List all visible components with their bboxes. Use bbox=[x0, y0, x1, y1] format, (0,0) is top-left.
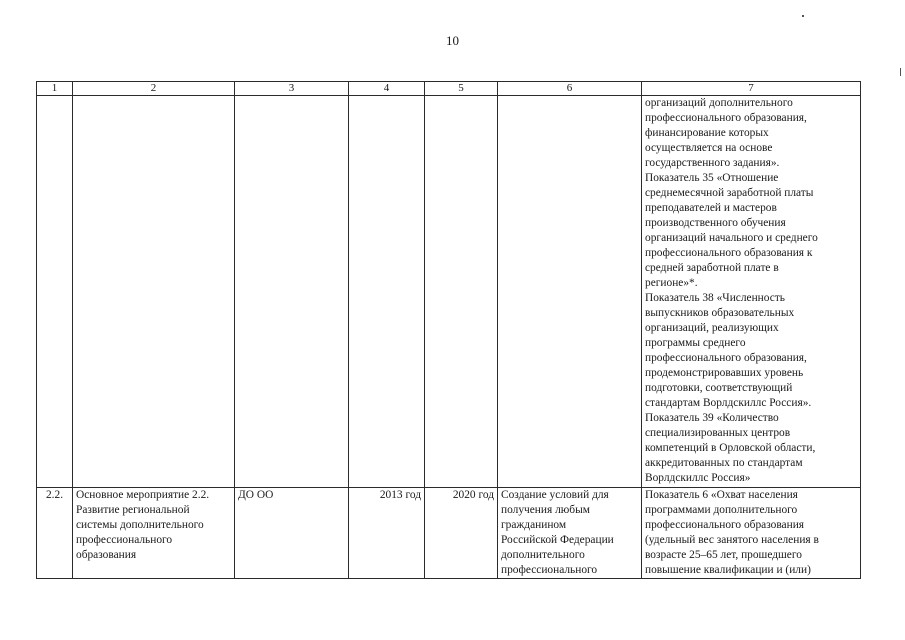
indicators-continued bbox=[642, 96, 861, 488]
measure-expected-result bbox=[498, 488, 642, 579]
text-line: Ворлдскиллс Россия» bbox=[645, 472, 751, 484]
text-line: среднемесячной заработной платы bbox=[645, 187, 814, 199]
text-line: профессионального образования bbox=[645, 519, 805, 531]
text-line: государственного задания». bbox=[645, 157, 780, 169]
text-line: профессионального образования к bbox=[645, 247, 813, 259]
measure-name bbox=[73, 488, 235, 579]
text-line: образования bbox=[76, 549, 137, 561]
cell-empty bbox=[498, 96, 642, 488]
text-line: системы дополнительного bbox=[76, 519, 204, 531]
text-line: выпускников образовательных bbox=[645, 307, 795, 319]
header-col-2: 2 bbox=[73, 82, 235, 96]
text-line: организаций дополнительного bbox=[645, 97, 793, 109]
text-line: получения любым bbox=[501, 504, 590, 516]
text-line: профессионального образования, bbox=[645, 352, 807, 364]
text-line: гражданином bbox=[501, 519, 567, 531]
measure-executor: ДО ОО bbox=[235, 488, 349, 579]
text-line: возрасте 25–65 лет, прошедшего bbox=[645, 549, 802, 561]
text-line: организаций начального и среднего bbox=[645, 232, 818, 244]
text-line: средней заработной плате в bbox=[645, 262, 779, 274]
header-col-4: 4 bbox=[349, 82, 425, 96]
column-number-row bbox=[37, 82, 861, 96]
scan-mark bbox=[900, 68, 901, 76]
header-col-6: 6 bbox=[498, 82, 642, 96]
text-line: Российской Федерации bbox=[501, 534, 614, 546]
text-line: (удельный вес занятого населения в bbox=[645, 534, 819, 546]
text-line: Основное мероприятие 2.2. bbox=[76, 489, 210, 501]
text-line: продемонстрировавших уровень bbox=[645, 367, 804, 379]
text-line: осуществляется на основе bbox=[645, 142, 773, 154]
text-line: Развитие региональной bbox=[76, 504, 190, 516]
text-line: Показатель 38 «Численность bbox=[645, 292, 785, 304]
text-line: профессионального bbox=[76, 534, 173, 546]
measure-end-year: 2020 год bbox=[425, 488, 498, 579]
text-line: Показатель 6 «Охват населения bbox=[645, 489, 798, 501]
text-line: регионе»*. bbox=[645, 277, 698, 289]
text-line: Показатель 39 «Количество bbox=[645, 412, 779, 424]
cell-empty bbox=[235, 96, 349, 488]
cell-empty bbox=[349, 96, 425, 488]
page-number: 10 bbox=[446, 33, 459, 48]
header-col-7: 7 bbox=[642, 82, 861, 96]
text-line: организаций, реализующих bbox=[645, 322, 779, 334]
header-col-3: 3 bbox=[235, 82, 349, 96]
text-line: повышение квалификации и (или) bbox=[645, 564, 811, 576]
cell-empty bbox=[425, 96, 498, 488]
text-line: профессионального bbox=[501, 564, 598, 576]
cell-empty bbox=[37, 96, 73, 488]
text-line: компетенций в Орловской области, bbox=[645, 442, 816, 454]
text-line: дополнительного bbox=[501, 549, 585, 561]
text-line: аккредитованных по стандартам bbox=[645, 457, 803, 469]
text-line: программами дополнительного bbox=[645, 504, 798, 516]
text-line: производственного обучения bbox=[645, 217, 786, 229]
text-line: подготовки, соответствующий bbox=[645, 382, 793, 394]
measure-row-2-2 bbox=[37, 488, 861, 579]
measure-start-year: 2013 год bbox=[349, 488, 425, 579]
measures-table bbox=[36, 81, 861, 579]
text-line: преподавателей и мастеров bbox=[645, 202, 777, 214]
text-line: специализированных центров bbox=[645, 427, 791, 439]
text-line: Показатель 35 «Отношение bbox=[645, 172, 779, 184]
text-line: профессионального образования, bbox=[645, 112, 807, 124]
text-line: финансирование которых bbox=[645, 127, 769, 139]
text-line: Создание условий для bbox=[501, 489, 609, 501]
header-col-5: 5 bbox=[425, 82, 498, 96]
measure-number: 2.2. bbox=[37, 488, 73, 579]
continuation-row bbox=[37, 96, 861, 488]
measure-indicators bbox=[642, 488, 861, 579]
cell-empty bbox=[73, 96, 235, 488]
text-line: стандартам Ворлдскиллс Россия». bbox=[645, 397, 812, 409]
scan-speck bbox=[802, 15, 804, 17]
text-line: программы среднего bbox=[645, 337, 746, 349]
header-col-1: 1 bbox=[37, 82, 73, 96]
